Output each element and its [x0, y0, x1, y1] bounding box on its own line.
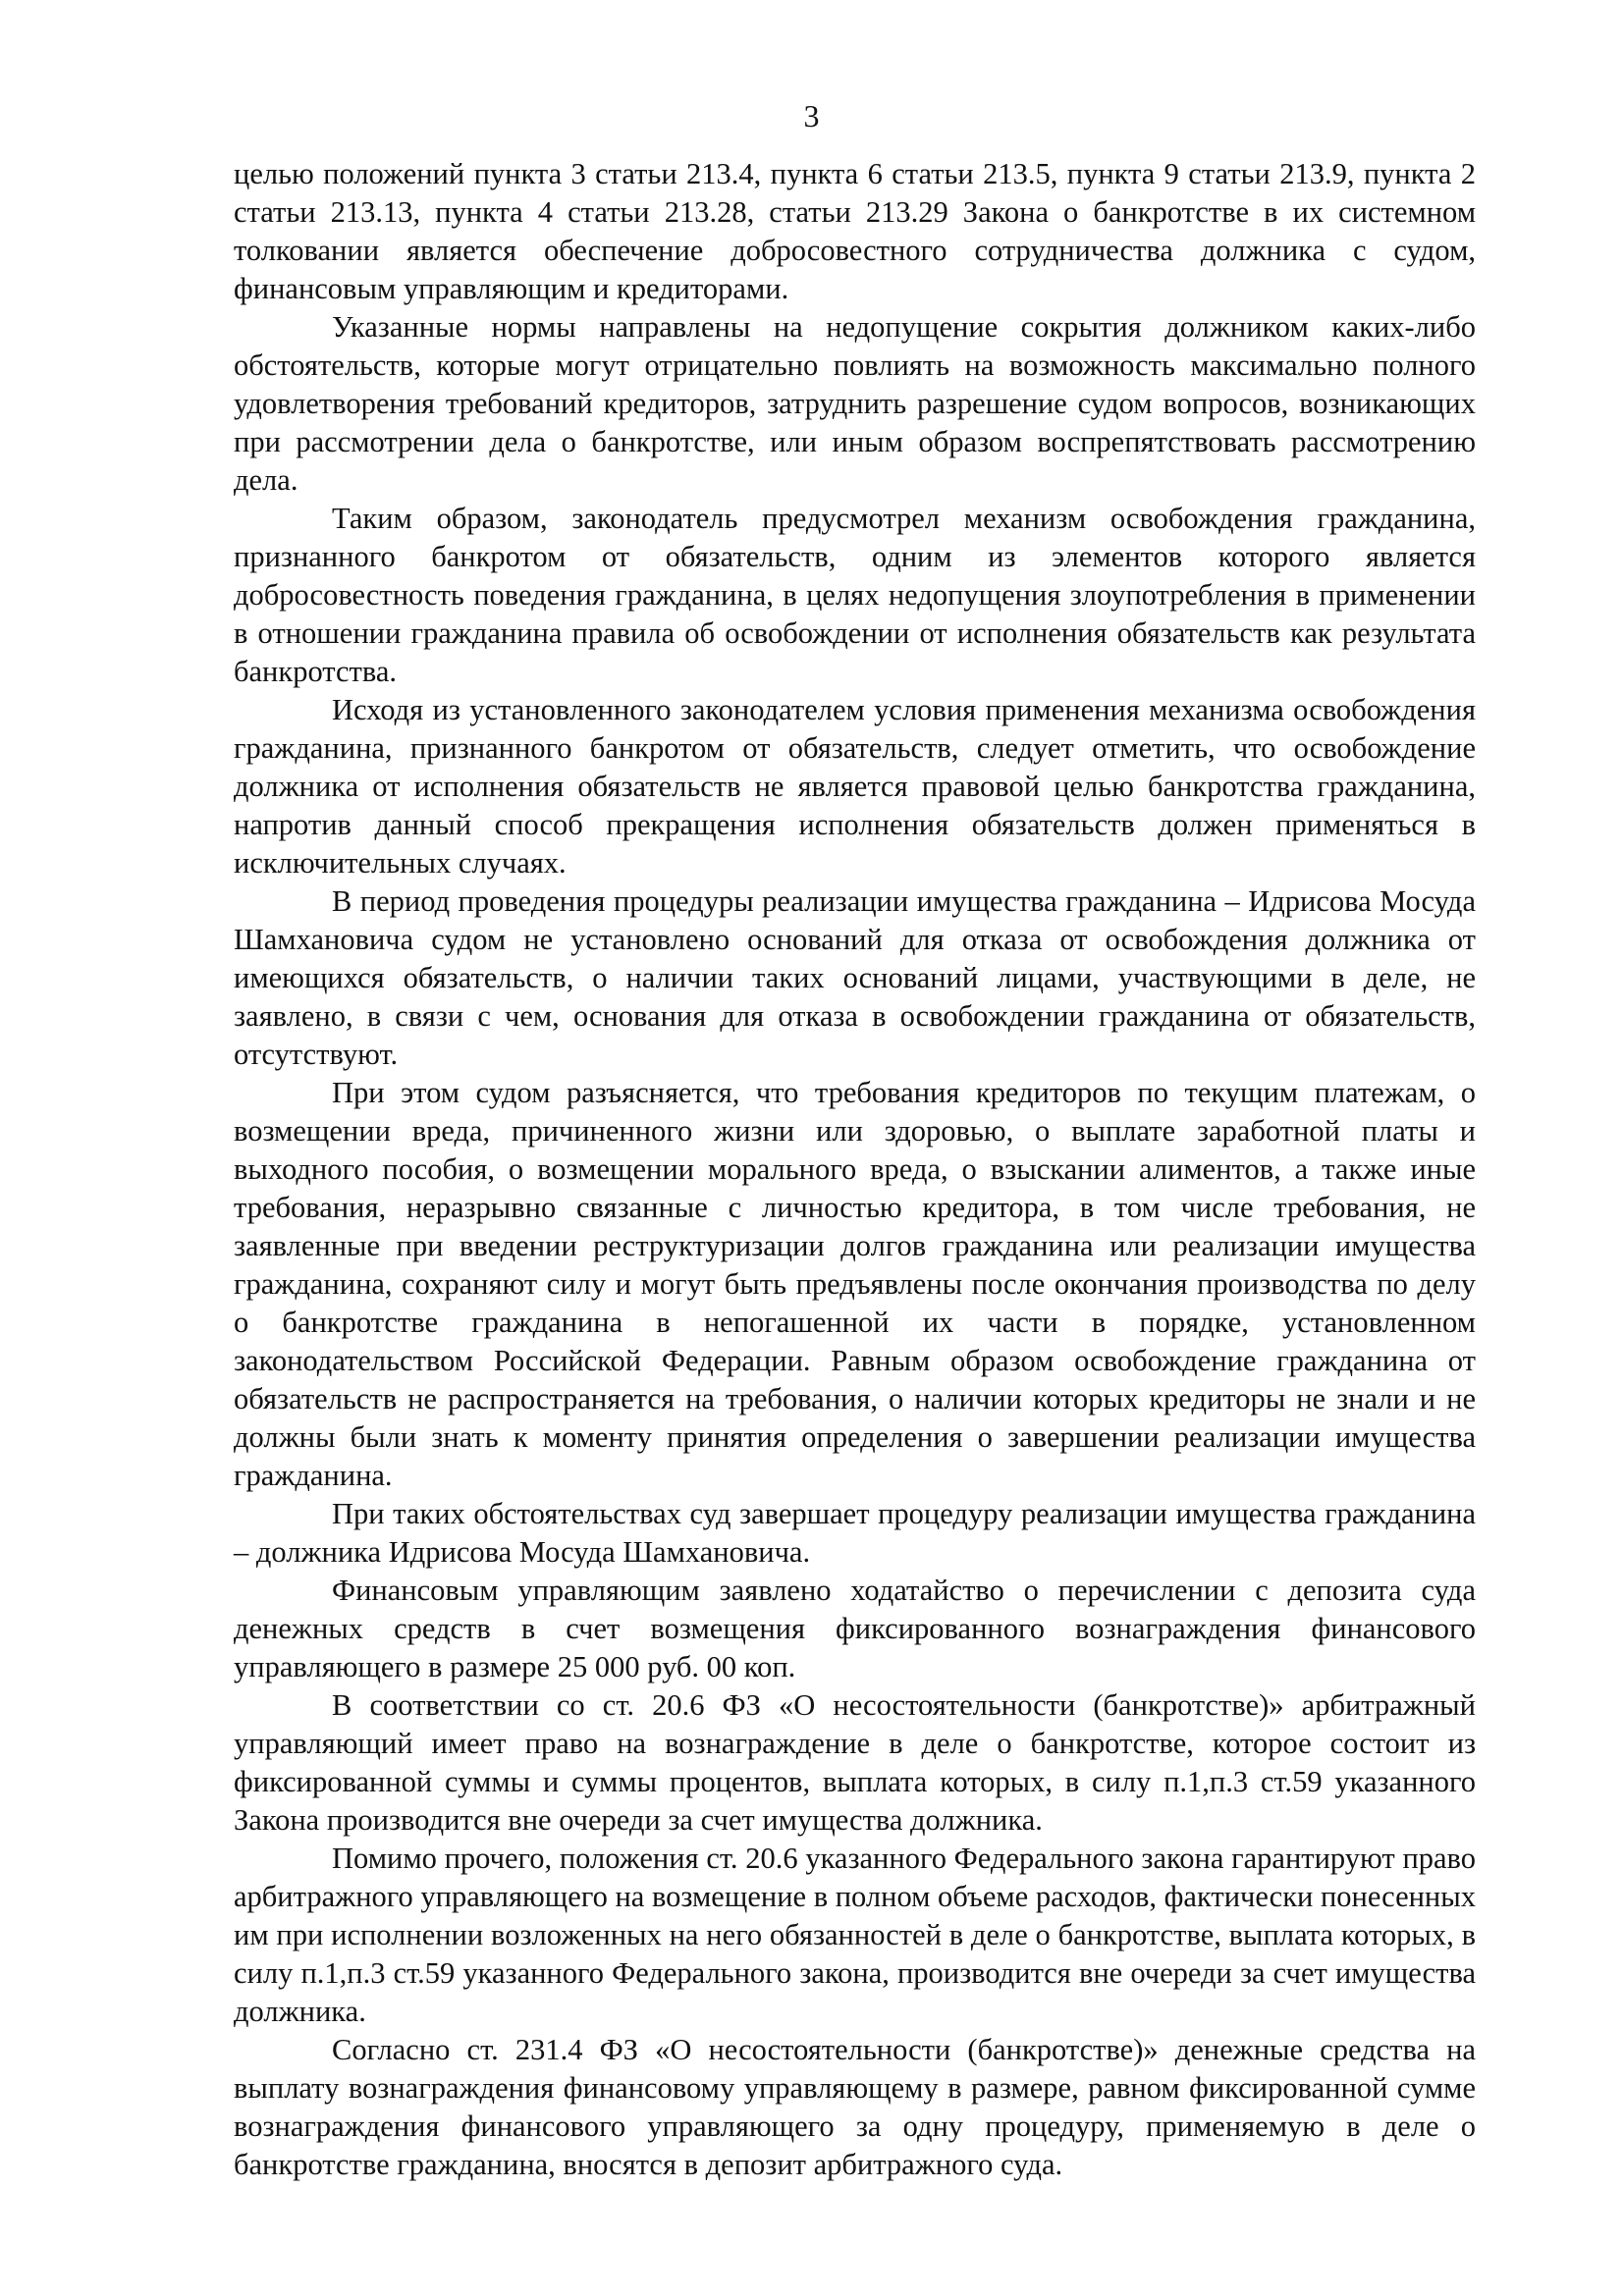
page-number: 3	[803, 98, 820, 133]
paragraph: Исходя из установленного законодателем условия применения механизма освобождения гражданина, признанного банкротом от обязательств, следует отметить, что освобождение должника от исполнения обязательств не является правовой целью банкротства гражданина, напротив данный способ прекращения исполнения обязательств должен применяться в исключительных случаях.	[234, 693, 1476, 880]
paragraph: Финансовым управляющим заявлено ходатайство о перечислении с депозита суда денежных средств в счет возмещения фиксированного вознаграждения финансового управляющего в размере 25 000 руб. 00 коп.	[234, 1574, 1476, 1683]
paragraph: При этом судом разъясняется, что требования кредиторов по текущим платежам, о возмещении вреда, причиненного жизни или здоровью, о выплате заработной платы и выходного пособия, о возмещении морального вреда, о взыскании алиментов, а также иные требования, неразрывно связанные с личностью кредитора, в том числе требования, не заявленные при введении реструктуризации долгов гражданина или реализации имущества гражданина, сохраняют силу и могут быть предъявлены после окончания производства по делу о банкротстве гражданина в непогашенной их части в порядке, установленном законодательством Российской Федерации. Равным образом освобождение гражданина от обязательств не распространяется на требования, о наличии которых кредиторы не знали и не должны были знать к моменту принятия определения о завершении реализации имущества гражданина.	[234, 1076, 1476, 1492]
paragraph: В соответствии со ст. 20.6 ФЗ «О несостоятельности (банкротстве)» арбитражный управляющий имеет право на вознаграждение в деле о банкротстве, которое состоит из фиксированной суммы и суммы процентов, выплата которых, в силу п.1,п.3 ст.59 указанного Закона производится вне очереди за счет имущества должника.	[234, 1688, 1476, 1837]
paragraph-continued: целью положений пункта 3 статьи 213.4, пункта 6 статьи 213.5, пункта 9 статьи 213.9, пункта 2 статьи 213.13, пункта 4 статьи 213.28, статьи 213.29 Закона о банкротстве в их системном толковании является обеспечение добросовестного сотрудничества должника с судом, финансовым управляющим и кредиторами.	[234, 157, 1476, 305]
paragraph: Указанные нормы направлены на недопущение сокрытия должником каких-либо обстоятельств, которые могут отрицательно повлиять на возможность максимально полного удовлетворения требований кредиторов, затруднить разрешение судом вопросов, возникающих при рассмотрении дела о банкротстве, или иным образом воспрепятствовать рассмотрению дела.	[234, 310, 1476, 497]
paragraph: При таких обстоятельствах суд завершает процедуру реализации имущества гражданина – должника Идрисова Мосуда Шамхановича.	[234, 1497, 1476, 1569]
paragraph: Таким образом, законодатель предусмотрел механизм освобождения гражданина, признанного банкротом от обязательств, одним из элементов которого является добросовестность поведения гражданина, в целях недопущения злоупотребления в применении в отношении гражданина правила об освобождении от исполнения обязательств как результата банкротства.	[234, 502, 1476, 688]
paragraph: В период проведения процедуры реализации имущества гражданина – Идрисова Мосуда Шамхановича судом не установлено оснований для отказа от освобождения должника от имеющихся обязательств, о наличии таких оснований лицами, участвующими в деле, не заявлено, в связи с чем, основания для отказа в освобождении гражданина от обязательств, отсутствуют.	[234, 884, 1476, 1071]
paragraph: Согласно ст. 231.4 ФЗ «О несостоятельности (банкротстве)» денежные средства на выплату вознаграждения финансовому управляющему в размере, равном фиксированной сумме вознаграждения финансового управляющего за одну процедуру, применяемую в деле о банкротстве гражданина, вносятся в депозит арбитражного суда.	[234, 2033, 1476, 2181]
paragraph: Помимо прочего, положения ст. 20.6 указанного Федерального закона гарантируют право арбитражного управляющего на возмещение в полном объеме расходов, фактически понесенных им при исполнении возложенных на него обязанностей в деле о банкротстве, выплата которых, в силу п.1,п.3 ст.59 указанного Федерального закона, производится вне очереди за счет имущества должника.	[234, 1842, 1476, 2028]
document-body	[234, 155, 1476, 2184]
